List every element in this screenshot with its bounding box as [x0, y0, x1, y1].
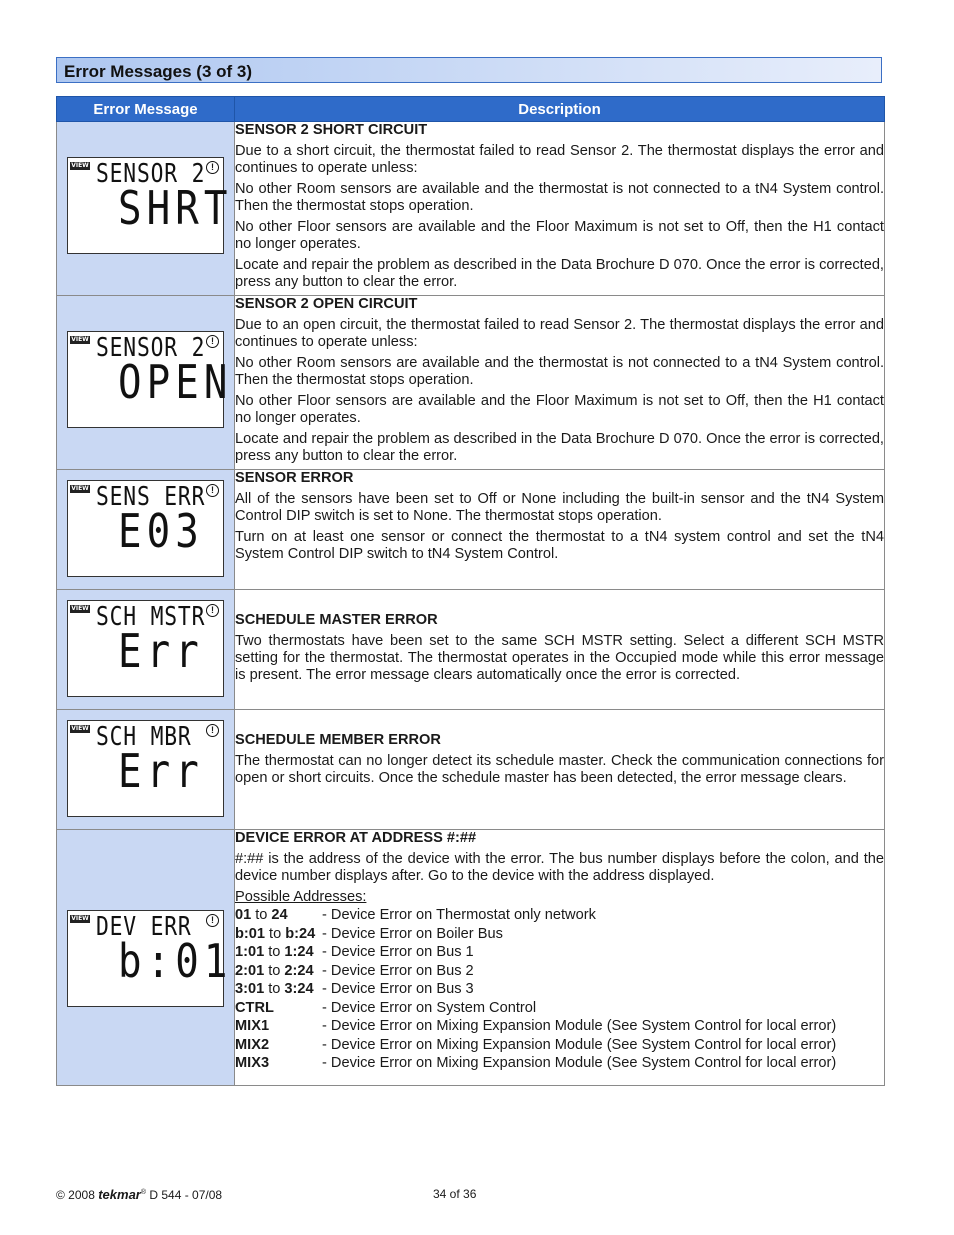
- col-header-description: Description: [235, 97, 885, 122]
- address-from: MIX1: [235, 1018, 270, 1034]
- description-paragraph: Locate and repair the problem as described in the Data Brochure D 070. Once the error is corrected, press any button to clear the error.: [235, 257, 884, 290]
- address-from: b:01: [235, 925, 266, 942]
- address-from: MIX2: [235, 1036, 270, 1053]
- lcd-display: [67, 910, 233, 1007]
- warning-icon: !: [206, 604, 219, 617]
- address-description: - Device Error on Mixing Expansion Module (See System Control for local error): [322, 1018, 837, 1034]
- error-title: DEVICE ERROR AT ADDRESS #:##: [235, 830, 477, 846]
- warning-icon: !: [206, 914, 219, 927]
- lcd-cell: [57, 710, 235, 830]
- address-row: [235, 906, 884, 925]
- lcd-cell: [57, 470, 235, 590]
- address-from: MIX3: [235, 1055, 270, 1071]
- address-row: [235, 1017, 884, 1036]
- view-badge-icon: VIEW: [71, 915, 89, 922]
- table-row: [57, 710, 885, 830]
- address-from: 2:01: [235, 962, 265, 979]
- address-to: b:24: [285, 925, 316, 942]
- lcd-display: [67, 720, 224, 817]
- description-paragraph: No other Room sensors are available and the thermostat is not connected to a tN4 System control. Then the thermostat stops operation.: [235, 355, 884, 388]
- registered-mark: ®: [140, 1189, 147, 1196]
- error-title: SENSOR 2 SHORT CIRCUIT: [235, 122, 428, 138]
- description-paragraph: Locate and repair the problem as described in the Data Brochure D 070. Once the error is corrected, press any button to clear the error.: [235, 431, 884, 464]
- address-to: 1:24: [284, 944, 314, 960]
- description-paragraph: No other Room sensors are available and the thermostat is not connected to a tN4 System control. Then the thermostat stops operation.: [235, 181, 884, 214]
- lcd-big-text: Err: [118, 744, 204, 798]
- lcd-top-text: SCH MBR: [96, 722, 192, 752]
- lcd-big-text: SHRT: [118, 181, 233, 235]
- lcd-display: [67, 600, 224, 697]
- description-paragraph: No other Floor sensors are available and the Floor Maximum is not set to Off, then the H1 contact no longer operates.: [235, 393, 884, 426]
- address-row: [235, 962, 884, 981]
- section-title: Error Messages (3 of 3): [64, 62, 253, 81]
- address-description: - Device Error on Mixing Expansion Module (See System Control for local error): [322, 1055, 837, 1071]
- lcd-cell: [57, 830, 235, 1086]
- address-range: [235, 1036, 322, 1055]
- address-row: [235, 1036, 884, 1055]
- address-description: - Device Error on System Control: [322, 999, 537, 1016]
- warning-icon: !: [206, 724, 219, 737]
- address-from: 01: [235, 907, 252, 923]
- table-row: [57, 590, 885, 710]
- error-messages-table: [56, 96, 885, 1086]
- lcd-display: [67, 331, 233, 428]
- lcd-big-text: E03: [118, 504, 204, 558]
- lcd-big-text: Err: [118, 624, 204, 678]
- view-badge-icon: VIEW: [71, 485, 89, 492]
- description-paragraph: Two thermostats have been set to the same SCH MSTR setting. Select a different SCH MSTR setting for the thermostat. The thermostat operates in the Occupied mode while this error message is present. The error message clears automatically once the error is corrected.: [235, 633, 884, 683]
- table-header-row: [57, 97, 885, 122]
- address-from: 1:01: [235, 944, 265, 960]
- view-badge-icon: VIEW: [71, 162, 89, 169]
- lcd-big-text: OPEN: [118, 355, 233, 409]
- error-title: SCHEDULE MASTER ERROR: [235, 612, 438, 628]
- section-header: [56, 57, 882, 83]
- lcd-top-text: SENS ERR: [96, 482, 206, 512]
- page-number: 34 of 36: [433, 1187, 477, 1201]
- address-to-word: to: [268, 944, 281, 960]
- address-row: [235, 999, 884, 1018]
- warning-icon: !: [206, 484, 219, 497]
- lcd-top-text: SENSOR 2: [96, 159, 206, 189]
- description-paragraph: #:## is the address of the device with the error. The bus number displays before the colon, and the device number displays after. Go to the device with the address displayed.: [235, 851, 884, 884]
- address-from: 3:01: [235, 981, 265, 997]
- address-to-word: to: [268, 981, 281, 997]
- address-description: - Device Error on Boiler Bus: [322, 925, 503, 942]
- description-paragraph: Turn on at least one sensor or connect the thermostat to a tN4 system control and set the tN4 System Control DIP switch to tN4 System Control.: [235, 529, 884, 562]
- description-paragraph: Due to an open circuit, the thermostat failed to read Sensor 2. The thermostat displays the error and continues to operate unless:: [235, 317, 884, 350]
- lcd-cell: [57, 296, 235, 470]
- view-badge-icon: VIEW: [71, 725, 89, 732]
- brand-logo: tekmar: [98, 1187, 141, 1202]
- lcd-cell: [57, 590, 235, 710]
- address-range: [235, 1017, 322, 1036]
- address-from: CTRL: [235, 999, 274, 1016]
- address-range: [235, 943, 322, 962]
- address-description: - Device Error on Bus 3: [322, 981, 474, 997]
- address-description: - Device Error on Bus 1: [322, 944, 474, 960]
- address-range: [235, 980, 322, 999]
- address-description: - Device Error on Mixing Expansion Module (See System Control for local error): [322, 1036, 837, 1053]
- description-paragraph: Due to a short circuit, the thermostat failed to read Sensor 2. The thermostat displays the error and continues to operate unless:: [235, 143, 884, 176]
- description-cell: [235, 710, 885, 830]
- address-to-word: to: [269, 925, 282, 942]
- lcd-display: [67, 157, 233, 254]
- table-row: [57, 830, 885, 1086]
- error-title: SCHEDULE MEMBER ERROR: [235, 732, 441, 748]
- lcd-big-text: b:01: [118, 934, 233, 988]
- footer-copyright: [56, 1187, 222, 1202]
- lcd-cell: [57, 122, 235, 296]
- address-to: 2:24: [284, 962, 314, 979]
- warning-icon: !: [206, 335, 219, 348]
- description-paragraph: All of the sensors have been set to Off or None including the built-in sensor and the tN4 System Control DIP switch is set to None. The thermostat stops operation.: [235, 491, 884, 524]
- address-row: [235, 943, 884, 962]
- description-cell: [235, 296, 885, 470]
- warning-icon: !: [206, 161, 219, 174]
- address-range: [235, 999, 322, 1018]
- lcd-top-text: SENSOR 2: [96, 333, 206, 363]
- address-range: [235, 1054, 322, 1073]
- view-badge-icon: VIEW: [71, 605, 89, 612]
- description-cell: [235, 830, 885, 1086]
- copyright-text: © 2008: [56, 1188, 95, 1202]
- address-description: - Device Error on Thermostat only network: [322, 907, 596, 923]
- address-to-word: to: [255, 907, 268, 923]
- address-row: [235, 1054, 884, 1073]
- address-range: [235, 925, 322, 944]
- description-cell: [235, 122, 885, 296]
- description-paragraph: No other Floor sensors are available and the Floor Maximum is not set to Off, then the H1 contact no longer operates.: [235, 219, 884, 252]
- view-badge-icon: VIEW: [71, 336, 89, 343]
- possible-addresses-label: Possible Addresses:: [235, 889, 367, 905]
- address-to: 3:24: [284, 981, 314, 997]
- address-to: 24: [271, 907, 288, 923]
- description-paragraph: The thermostat can no longer detect its schedule master. Check the communication connections for open or short circuits. Once the schedule master has been detected, the error message clears.: [235, 753, 884, 786]
- col-header-error-message: Error Message: [57, 97, 235, 122]
- lcd-display: [67, 480, 224, 577]
- description-cell: [235, 470, 885, 590]
- lcd-top-text: DEV ERR: [96, 912, 192, 942]
- doc-number: D 544 - 07/08: [149, 1188, 223, 1202]
- error-title: SENSOR 2 OPEN CIRCUIT: [235, 296, 418, 312]
- description-cell: [235, 590, 885, 710]
- address-range: [235, 906, 322, 925]
- address-row: [235, 980, 884, 999]
- lcd-top-text: SCH MSTR: [96, 602, 206, 632]
- address-row: [235, 925, 884, 944]
- table-row: [57, 122, 885, 296]
- table-row: [57, 470, 885, 590]
- address-description: - Device Error on Bus 2: [322, 962, 474, 979]
- table-row: [57, 296, 885, 470]
- error-title: SENSOR ERROR: [235, 470, 354, 486]
- address-to-word: to: [268, 962, 281, 979]
- address-range: [235, 962, 322, 981]
